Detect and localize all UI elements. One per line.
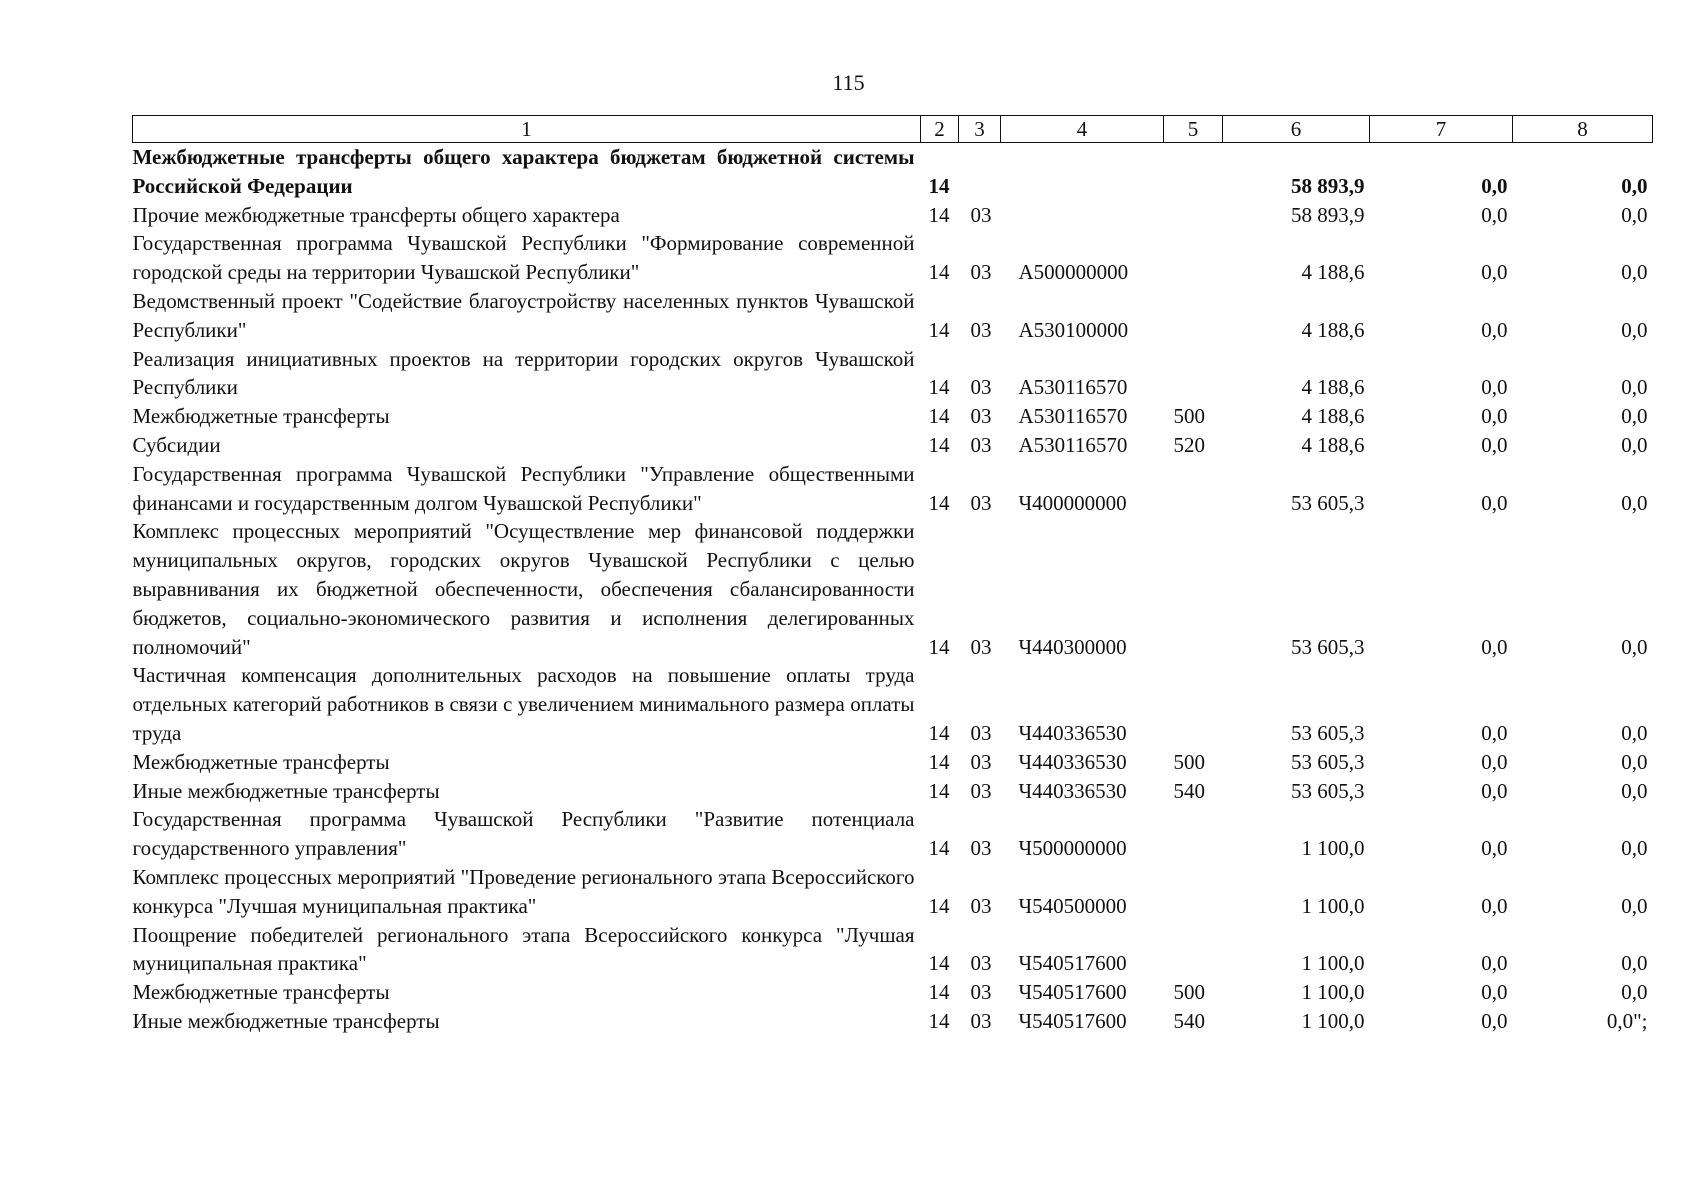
row-description: Иные межбюджетные трансферты	[132, 778, 440, 803]
expense-type-code	[1164, 287, 1223, 345]
section-code: 14	[928, 173, 950, 198]
subsection-code: 03	[970, 951, 992, 976]
row-description: Межбюджетные трансферты	[132, 980, 390, 1005]
row-description: Межбюджетные трансферты	[132, 749, 390, 774]
section-code: 14	[928, 893, 950, 918]
expense-type-code: 500	[1173, 749, 1205, 774]
subsection-code: 03	[970, 317, 992, 342]
section-code: 14	[928, 951, 950, 976]
expense-type-code: 500	[1173, 980, 1205, 1005]
subsection-code: 03	[970, 432, 992, 457]
amount-cell: 0,0	[1621, 404, 1648, 429]
amount-cell: 0,0	[1481, 375, 1508, 400]
amount-cell: 4 188,6	[1301, 317, 1365, 342]
amount-cell: 0,0	[1481, 173, 1508, 198]
row-description: Государственная программа Чувашской Республики "Развитие потенциала государственного управления"	[132, 807, 915, 861]
table-row	[133, 143, 1653, 201]
row-description: Государственная программа Чувашской Республики "Управление общественными финансами и государственным долгом Чувашской Республики"	[132, 461, 915, 515]
expense-type-code	[1164, 345, 1223, 403]
amount-cell: 0,0	[1481, 202, 1508, 227]
expense-type-code	[1164, 143, 1223, 201]
target-article-code: А530116570	[1018, 432, 1128, 457]
target-article-code: А530116570	[1018, 404, 1128, 429]
expense-type-code	[1164, 805, 1223, 863]
row-description: Иные межбюджетные трансферты	[132, 1008, 440, 1033]
amount-cell: 53 605,3	[1291, 490, 1365, 515]
amount-cell: 0,0	[1621, 749, 1648, 774]
column-header: 2	[921, 116, 959, 143]
amount-cell: 0,0	[1621, 173, 1648, 198]
table-row	[133, 1007, 1653, 1036]
amount-cell: 0,0	[1481, 749, 1508, 774]
column-header: 1	[133, 116, 921, 143]
column-header: 4	[1001, 116, 1164, 143]
amount-cell: 0,0	[1481, 260, 1508, 285]
target-article-code: А500000000	[1018, 260, 1129, 285]
table-row	[133, 345, 1653, 403]
table-row	[133, 460, 1653, 518]
amount-cell: 0,0	[1621, 317, 1648, 342]
target-article-code	[1001, 201, 1164, 230]
amount-cell: 1 100,0	[1301, 1008, 1365, 1033]
section-code: 14	[928, 778, 950, 803]
amount-cell: 1 100,0	[1301, 980, 1365, 1005]
section-code: 14	[928, 404, 950, 429]
row-description: Субсидии	[132, 432, 221, 457]
table-row	[133, 201, 1653, 230]
section-code: 14	[928, 202, 950, 227]
section-code: 14	[928, 1008, 950, 1033]
amount-cell: 0,0	[1621, 260, 1648, 285]
target-article-code: Ч540517600	[1018, 1008, 1127, 1033]
table-row	[133, 978, 1653, 1007]
column-header: 5	[1164, 116, 1223, 143]
amount-cell: 0,0	[1621, 720, 1648, 745]
subsection-code: 03	[970, 260, 992, 285]
amount-cell: 0,0	[1481, 720, 1508, 745]
amount-cell: 0,0	[1481, 404, 1508, 429]
expense-type-code	[1164, 921, 1223, 979]
amount-cell: 0,0	[1621, 490, 1648, 515]
amount-cell: 53 605,3	[1291, 634, 1365, 659]
table-row	[133, 287, 1653, 345]
subsection-code: 03	[970, 490, 992, 515]
amount-cell: 53 605,3	[1291, 720, 1365, 745]
amount-cell: 0,0	[1481, 836, 1508, 861]
target-article-code: Ч540500000	[1018, 893, 1127, 918]
table-row	[133, 229, 1653, 287]
column-header: 3	[959, 116, 1001, 143]
amount-cell: 4 188,6	[1301, 404, 1365, 429]
table-row	[133, 863, 1653, 921]
amount-cell: 0,0	[1481, 490, 1508, 515]
row-description: Реализация инициативных проектов на территории городских округов Чувашской Республики	[132, 346, 915, 400]
amount-cell: 0,0	[1621, 951, 1648, 976]
amount-cell: 0,0	[1621, 836, 1648, 861]
table-row	[133, 661, 1653, 747]
column-header: 8	[1513, 116, 1653, 143]
amount-cell: 0,0	[1621, 202, 1648, 227]
table-row	[133, 805, 1653, 863]
expense-type-code: 520	[1173, 432, 1205, 457]
column-number-row	[133, 116, 1653, 143]
expense-type-code	[1164, 863, 1223, 921]
amount-cell: 0,0	[1481, 980, 1508, 1005]
subsection-code: 03	[970, 1008, 992, 1033]
amount-cell: 0,0	[1621, 778, 1648, 803]
section-code: 14	[928, 432, 950, 457]
amount-cell: 0,0	[1481, 317, 1508, 342]
section-code: 14	[928, 836, 950, 861]
table-body	[133, 143, 1653, 1036]
amount-cell: 0,0	[1481, 951, 1508, 976]
subsection-code: 03	[970, 634, 992, 659]
section-code: 14	[928, 490, 950, 515]
target-article-code: А530100000	[1018, 317, 1129, 342]
expense-type-code: 540	[1173, 1008, 1205, 1033]
table-row	[133, 921, 1653, 979]
amount-cell: 0,0";	[1606, 1008, 1648, 1033]
target-article-code	[1001, 143, 1164, 201]
row-description: Межбюджетные трансферты общего характера бюджетам бюджетной системы Российской Федерации	[132, 145, 915, 198]
expense-type-code: 540	[1173, 778, 1205, 803]
expense-type-code	[1164, 201, 1223, 230]
page-number: 115	[832, 70, 865, 95]
expense-type-code	[1164, 229, 1223, 287]
subsection-code: 03	[970, 202, 992, 227]
subsection-code: 03	[970, 778, 992, 803]
section-code: 14	[928, 634, 950, 659]
amount-cell: 53 605,3	[1291, 778, 1365, 803]
target-article-code: Ч500000000	[1018, 836, 1127, 861]
expense-type-code: 500	[1173, 404, 1205, 429]
amount-cell: 0,0	[1481, 778, 1508, 803]
target-article-code: Ч400000000	[1018, 490, 1127, 515]
amount-cell: 0,0	[1481, 1008, 1508, 1033]
section-code: 14	[928, 980, 950, 1005]
table-row	[133, 402, 1653, 431]
section-code: 14	[928, 260, 950, 285]
amount-cell: 1 100,0	[1301, 893, 1365, 918]
amount-cell: 0,0	[1481, 634, 1508, 659]
target-article-code: Ч540517600	[1018, 980, 1127, 1005]
section-code: 14	[928, 749, 950, 774]
amount-cell: 4 188,6	[1301, 432, 1365, 457]
subsection-code: 03	[970, 404, 992, 429]
amount-cell: 58 893,9	[1291, 173, 1365, 198]
budget-table	[132, 115, 1653, 1036]
subsection-code: 03	[970, 836, 992, 861]
table-header	[133, 116, 1653, 143]
amount-cell: 0,0	[1621, 432, 1648, 457]
section-code: 14	[928, 317, 950, 342]
row-description: Комплекс процессных мероприятий "Проведение регионального этапа Всероссийского конкурса "Лучшая муниципальная практика"	[132, 864, 915, 918]
row-description: Прочие межбюджетные трансферты общего характера	[132, 202, 620, 227]
row-description: Государственная программа Чувашской Республики "Формирование современной городской среды на территории Чувашской Республики"	[132, 231, 915, 285]
column-header: 6	[1223, 116, 1370, 143]
amount-cell: 58 893,9	[1291, 202, 1365, 227]
section-code: 14	[928, 720, 950, 745]
row-description: Частичная компенсация дополнительных расходов на повышение оплаты труда отдельных категорий работников в связи с увеличением минимального размера оплаты труда	[132, 663, 915, 745]
amount-cell: 0,0	[1621, 375, 1648, 400]
amount-cell: 0,0	[1621, 980, 1648, 1005]
target-article-code: Ч440336530	[1018, 720, 1127, 745]
column-header: 7	[1370, 116, 1513, 143]
target-article-code: Ч440336530	[1018, 778, 1127, 803]
amount-cell: 1 100,0	[1301, 836, 1365, 861]
target-article-code: Ч440336530	[1018, 749, 1127, 774]
target-article-code: А530116570	[1018, 375, 1128, 400]
target-article-code: Ч540517600	[1018, 951, 1127, 976]
row-description: Межбюджетные трансферты	[132, 404, 390, 429]
subsection-code: 03	[970, 375, 992, 400]
target-article-code: Ч440300000	[1018, 634, 1127, 659]
section-code: 14	[928, 375, 950, 400]
amount-cell: 1 100,0	[1301, 951, 1365, 976]
expense-type-code	[1164, 661, 1223, 747]
row-description: Ведомственный проект "Содействие благоустройству населенных пунктов Чувашской Республики"	[132, 288, 915, 342]
amount-cell: 4 188,6	[1301, 260, 1365, 285]
amount-cell: 53 605,3	[1291, 749, 1365, 774]
subsection-code: 03	[970, 893, 992, 918]
table-row	[133, 517, 1653, 661]
row-description: Поощрение победителей регионального этапа Всероссийского конкурса "Лучшая муниципальная практика"	[132, 922, 915, 976]
amount-cell: 0,0	[1621, 634, 1648, 659]
subsection-code: 03	[970, 749, 992, 774]
subsection-code: 03	[970, 980, 992, 1005]
expense-type-code	[1164, 517, 1223, 661]
amount-cell: 4 188,6	[1301, 375, 1365, 400]
table-row	[133, 777, 1653, 806]
table-row	[133, 431, 1653, 460]
expense-type-code	[1164, 460, 1223, 518]
subsection-code	[959, 143, 1001, 201]
subsection-code: 03	[970, 720, 992, 745]
row-description: Комплекс процессных мероприятий "Осуществление мер финансовой поддержки муниципальных округов, городских округов Чувашской Республики с целью выравнивания их бюджетной обеспеченности, обеспечения сбалансированности бюджетов, социально-экономического развития и исполнения делегированных полномочий"	[132, 519, 915, 659]
amount-cell: 0,0	[1621, 893, 1648, 918]
amount-cell: 0,0	[1481, 893, 1508, 918]
table-row	[133, 748, 1653, 777]
amount-cell: 0,0	[1481, 432, 1508, 457]
